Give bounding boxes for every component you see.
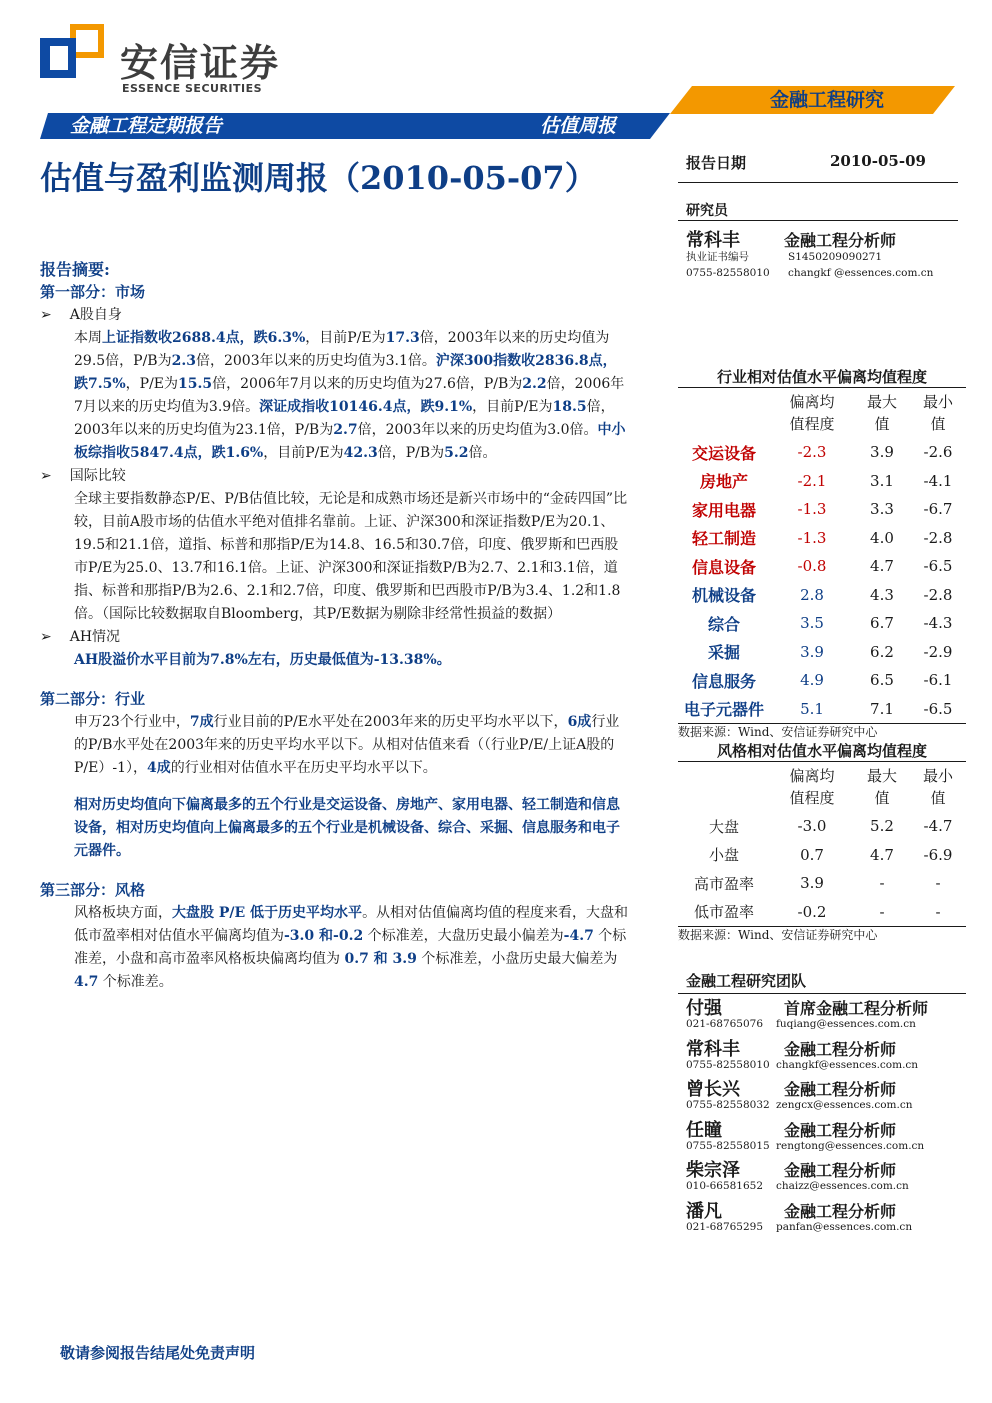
member-email: rengtong@essences.com.cn (776, 1139, 925, 1152)
table-row (678, 695, 966, 724)
cell-min: -4.7 (923, 817, 953, 836)
cell-dev: -2.3 (797, 443, 827, 462)
table-header-row (678, 762, 966, 812)
cell-min: -2.9 (923, 642, 953, 661)
text-segment: 申万23个行业中， (74, 714, 190, 730)
member-role: 金融工程分析师 (784, 1201, 897, 1221)
report-type-label: 金融工程定期报告 (70, 115, 223, 137)
cell-dev: -0.2 (797, 902, 827, 921)
text-segment: 中小板综指收5847.4点，跌1.6% (74, 422, 626, 461)
text-segment: 2.7 (333, 422, 358, 438)
researcher-email: changkf @essences.com.cn (788, 267, 934, 279)
summary-heading: 报告摘要: (40, 260, 110, 279)
cell-min: -2.8 (923, 528, 953, 547)
column-header: 偏离均 值程度 (789, 767, 835, 807)
text-segment: 行业目前的P/E水平处在2003年来的历史平均水平以下， (213, 714, 568, 730)
cell-name: 家用电器 (691, 500, 756, 520)
essence-logo-mark (40, 24, 104, 78)
divider (678, 182, 958, 183)
summary-body (40, 258, 630, 994)
cell-dev: 5.1 (800, 699, 824, 718)
table-row (678, 438, 966, 467)
cell-max: 4.7 (870, 557, 894, 576)
dept-label: 金融工程研究 (770, 89, 885, 111)
member-phone: 0755-82558010 (686, 1058, 770, 1071)
report-series-label: 估值周报 (540, 115, 617, 137)
table-row (678, 524, 966, 553)
table-row (678, 552, 966, 581)
cell-min: - (935, 874, 941, 893)
team-block (678, 970, 966, 1237)
style-table-source: 数据来源：Wind、安信证券研究中心 (678, 928, 878, 942)
text-segment: ，目前P/E为 (305, 330, 386, 346)
text-segment: 跌6.3% (253, 330, 306, 346)
member-phone: 010-66581652 (686, 1180, 764, 1192)
member-role: 金融工程分析师 (784, 1120, 897, 1140)
cell-max: 6.7 (870, 614, 894, 633)
disclaimer-footer: 敬请参阅报告结尾处免责声明 (60, 1344, 256, 1362)
cell-max: 4.7 (870, 845, 894, 864)
text-segment: 沪深300指数收2836.8点，跌7.5% (74, 353, 617, 392)
text-segment: ，P/E为 (125, 376, 179, 392)
cell-min: -6.7 (923, 500, 953, 519)
header-empty (678, 762, 770, 812)
cell-name: 交运设备 (691, 443, 756, 463)
column-header: 最大 值 (866, 393, 897, 433)
cell-name: 采掘 (707, 643, 740, 663)
cell-min: -6.1 (923, 671, 953, 690)
text-segment: 。从相对估值偏离均值的程度来看，大盘和低市盈率相对估值水平偏离均值为 (74, 905, 629, 944)
cell-name: 低市盈率 (693, 903, 754, 922)
intl-paragraph: 全球主要指数静态P/E、P/B估值比较，无论是和成熟市场还是新兴市场中的“金砖四国”比较，目前A股市场的估值水平绝对值排名靠前。上证、沪深300和深证指数P/E为20.1、19.5和21.1倍，道指、标普和那指P/E为14.8、16.5和30.7倍，印度、俄罗斯和巴西股市P/E为25.0、13.7和16.1倍。上证、沪深300和深证指数P/B为2.7、2.1和3.1倍，道指、标普和那指P/B为2.6、2.1和2.7倍，印度、俄罗斯和巴西股市P/B为3.4、1.2和1.8倍。（国际比较数据取自Bloomberg，其P/E数据为剔除非经常性损益的数据） (74, 491, 628, 622)
text-segment: 上证指数收2688.4点， (102, 330, 254, 346)
text-segment: 个标准差，小盘和高市盈率风格板块偏离均值为 (74, 928, 627, 967)
text-segment: 42.3 (343, 445, 378, 461)
table-row (678, 869, 966, 898)
text-segment: 个标准差，小盘历史最大偏差为 (416, 951, 618, 967)
text-segment: 倍。 (468, 445, 497, 461)
cell-max: 7.1 (870, 699, 894, 718)
text-segment: 的行业相对估值水平在历史平均水平以下。 (170, 760, 437, 776)
text-segment: 5.2 (444, 445, 469, 461)
cell-dev: -0.8 (797, 557, 827, 576)
license-number: S1450209090271 (788, 251, 883, 263)
team-member (678, 1197, 966, 1238)
bullet-a-share: ➢ A股自身 (40, 307, 122, 323)
table-row (678, 467, 966, 496)
text-segment: 倍，2003年以来的历史均值为23.1倍，P/B为 (74, 399, 615, 438)
cell-name: 轻工制造 (691, 529, 756, 549)
text-segment: 倍，2003年以来的历史均值为3.0倍。 (357, 422, 598, 438)
text-segment: 6成 (567, 714, 592, 730)
cell-min: -4.1 (923, 471, 953, 490)
member-name: 常科丰 (686, 1038, 740, 1060)
date-value: 2010-05-09 (830, 152, 926, 170)
text-segment: 倍，P/B为 (377, 445, 445, 461)
team-member (678, 994, 966, 1035)
bullet-intl: ➢ 国际比较 (40, 468, 126, 484)
cell-dev: 3.9 (800, 874, 824, 893)
team-title: 金融工程研究团队 (686, 972, 807, 990)
cell-max: 4.0 (870, 528, 894, 547)
text-segment: -4.7 (563, 928, 594, 944)
cell-dev: -2.1 (797, 471, 827, 490)
style-table-block (678, 740, 966, 943)
text-segment: 风格板块方面， (74, 905, 172, 921)
text-segment: 17.3 (385, 330, 420, 346)
table-row (678, 898, 966, 927)
member-name: 潘凡 (686, 1200, 722, 1222)
team-member (678, 1075, 966, 1116)
page-title: 估值与盈利监测周报（2010-05-07） (40, 159, 597, 197)
cell-name: 机械设备 (691, 586, 756, 606)
member-name: 付强 (686, 998, 722, 1019)
cell-name: 大盘 (708, 817, 739, 836)
team-member (678, 1156, 966, 1197)
industry-bold-paragraph: 相对历史均值向下偏离最多的五个行业是交运设备、房地产、家用电器、轻工制造和信息设备，相对历史均值向上偏离最多的五个行业是机械设备、综合、采掘、信息服务和电子元器件。 (74, 797, 620, 859)
member-role: 金融工程分析师 (784, 1161, 897, 1180)
cell-name: 房地产 (699, 472, 748, 492)
table-row (678, 812, 966, 841)
column-header: 最小 值 (922, 393, 953, 433)
member-phone: 0755-82558015 (686, 1139, 770, 1152)
a-share-paragraph (40, 327, 630, 465)
logo-text-en: ESSENCE SECURITIES (122, 82, 263, 95)
cell-min: -6.5 (923, 557, 953, 576)
bullet-title: 国际比较 (69, 468, 126, 484)
text-segment: ，目前P/E为 (263, 445, 344, 461)
text-segment: 个标准差，大盘历史最小偏差为 (363, 928, 564, 944)
cell-name: 综合 (707, 614, 740, 634)
cell-dev: -3.0 (797, 817, 827, 836)
cell-max: 6.5 (870, 671, 894, 690)
text-segment: 倍，2003年以来的历史均值为29.5倍，P/B为 (74, 330, 610, 369)
text-segment: 18.5 (552, 399, 587, 415)
cell-min: -6.9 (923, 845, 953, 864)
text-segment: 倍，2003年以来的历史均值为3.1倍。 (195, 353, 436, 369)
text-segment: 4成 (147, 760, 171, 776)
cell-name: 信息服务 (691, 671, 756, 691)
text-segment: 0.7 和 3.9 (344, 951, 417, 967)
member-role: 金融工程分析师 (784, 1039, 897, 1059)
text-segment: 倍，2006年7月以来的历史均值为27.6倍，P/B为 (212, 376, 523, 392)
style-table-title: 风格相对估值水平偏离均值程度 (716, 742, 927, 760)
style-table (678, 762, 966, 926)
table-row (678, 495, 966, 524)
table-row (678, 609, 966, 638)
text-segment: -3.0 和-0.2 (284, 928, 364, 944)
cell-dev: 0.7 (800, 845, 824, 864)
text-segment: ，目前P/E为 (472, 399, 553, 415)
text-segment: 2.2 (522, 376, 547, 392)
member-email: fuqiang@essences.com.cn (776, 1018, 916, 1030)
researcher-role: 金融工程分析师 (784, 231, 897, 250)
cell-name: 信息设备 (691, 557, 756, 577)
part2-heading: 第二部分：行业 (40, 690, 146, 708)
part3-heading: 第三部分：风格 (40, 881, 146, 899)
text-segment: 本周 (74, 330, 102, 346)
cell-max: - (879, 902, 885, 921)
text-segment: 倍，2006年7月以来的历史均值为3.9倍。 (74, 376, 625, 415)
industry-paragraph (40, 711, 630, 780)
cell-min: -4.3 (923, 614, 953, 633)
industry-table (678, 388, 966, 723)
part1-heading: 第一部分：市场 (40, 283, 146, 301)
divider (678, 220, 958, 221)
member-email: panfan@essences.com.cn (776, 1220, 913, 1233)
industry-table-block (678, 366, 966, 740)
cell-dev: 3.5 (800, 614, 824, 633)
member-name: 柴宗泽 (686, 1160, 740, 1181)
cell-max: 5.2 (870, 817, 894, 836)
member-phone: 021-68765076 (686, 1018, 764, 1030)
cell-dev: 2.8 (800, 585, 824, 604)
member-name: 任瞳 (686, 1119, 722, 1141)
researcher-name: 常科丰 (686, 230, 740, 251)
style-paragraph (40, 902, 630, 994)
table-row (678, 841, 966, 870)
cell-max: 3.9 (870, 443, 894, 462)
cell-min: -2.8 (923, 585, 953, 604)
logo-text-cn: 安信证券 (120, 41, 281, 85)
cell-name: 高市盈率 (693, 874, 754, 893)
member-name: 曾长兴 (686, 1079, 740, 1100)
member-email: changkf@essences.com.cn (776, 1058, 919, 1071)
text-segment: 4.7 (74, 974, 99, 990)
researcher-label: 研究员 (686, 203, 728, 219)
cell-dev: 4.9 (800, 671, 824, 690)
member-role: 首席金融工程分析师 (784, 999, 929, 1018)
industry-table-source: 数据来源：Wind、安信证券研究中心 (678, 725, 878, 739)
cell-name: 小盘 (708, 846, 739, 865)
cell-max: 3.3 (870, 500, 894, 519)
team-member (678, 1116, 966, 1157)
table-row (678, 666, 966, 695)
cell-name: 电子元器件 (683, 700, 764, 720)
cell-min: -2.6 (923, 443, 953, 462)
header-empty (678, 388, 770, 438)
date-label: 报告日期 (686, 154, 747, 172)
industry-table-title: 行业相对估值水平偏离均值程度 (716, 368, 927, 386)
license-label: 执业证书编号 (686, 251, 749, 263)
text-segment: 7成 (189, 714, 214, 730)
member-email: chaizz@essences.com.cn (776, 1180, 909, 1192)
team-member (678, 1035, 966, 1076)
column-header: 最小 值 (922, 767, 953, 807)
column-header: 最大 值 (866, 767, 897, 807)
bullet-title: AH情况 (69, 629, 121, 645)
cell-dev: -1.3 (797, 500, 827, 519)
table-header-row (678, 388, 966, 438)
text-segment: 15.5 (178, 376, 213, 392)
text-segment: 深证成指收10146.4点，跌9.1% (259, 399, 473, 415)
cell-max: 4.3 (870, 585, 894, 604)
ah-paragraph: AH股溢价水平目前为7.8%左右，历史最低值为-13.38%。 (74, 652, 451, 668)
cell-dev: 3.9 (800, 642, 824, 661)
cell-min: - (935, 902, 941, 921)
member-role: 金融工程分析师 (784, 1080, 897, 1099)
column-header: 偏离均 值程度 (789, 393, 835, 433)
text-segment: 大盘股 P/E 低于历史平均水平 (172, 905, 363, 921)
cell-max: - (879, 874, 885, 893)
cell-min: -6.5 (923, 699, 953, 718)
text-segment: 个标准差。 (98, 974, 173, 990)
text-segment: 2.3 (171, 353, 196, 369)
text-segment: 行业的P/B水平处在2003年来的历史平均水平以下。从相对估值来看（（行业P/E/上证A股的P/E）-1）， (74, 714, 620, 776)
table-row (678, 638, 966, 667)
researcher-phone: 0755-82558010 (686, 267, 770, 279)
cell-dev: -1.3 (797, 528, 827, 547)
bullet-title: A股自身 (69, 307, 122, 323)
member-phone: 0755-82558032 (686, 1099, 770, 1111)
member-phone: 021-68765295 (686, 1220, 764, 1233)
member-email: zengcx@essences.com.cn (776, 1099, 913, 1111)
bullet-ah: ➢ AH情况 (40, 629, 121, 645)
cell-max: 6.2 (870, 642, 894, 661)
table-row (678, 581, 966, 610)
cell-max: 3.1 (870, 471, 894, 490)
